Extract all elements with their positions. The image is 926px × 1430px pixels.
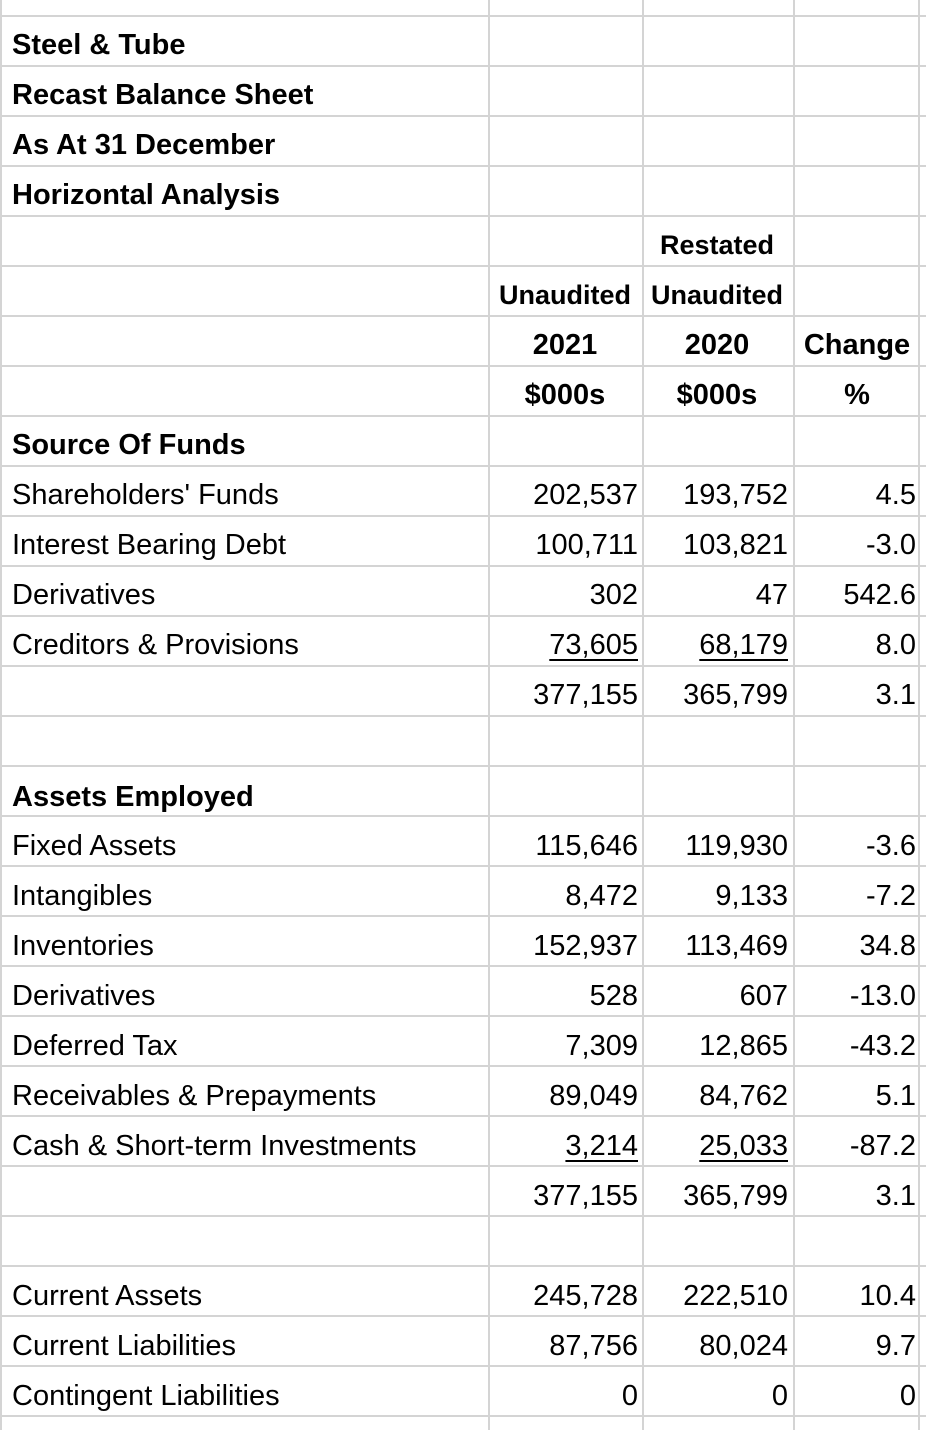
title-row [0,169,926,219]
table-row [0,1320,926,1370]
row-label: Deferred Tax [12,1030,178,1062]
unit-2020-header: $000s [676,379,758,411]
table-row [0,1270,926,1320]
value-change: 5.1 [875,1080,916,1112]
total-2021: 377,155 [533,679,638,711]
table-row [0,569,926,619]
table-row [0,469,926,519]
value-2021: 202,537 [533,479,638,511]
value-2020: 607 [739,980,788,1012]
value-2021: 89,049 [549,1080,638,1112]
value-2021: 528 [589,980,638,1012]
underlined-value: 68,179 [699,629,788,661]
row-label: Inventories [12,930,154,962]
value-2020: 119,930 [685,830,788,862]
section-heading-row [0,419,926,469]
title-row [0,119,926,169]
row-label: Derivatives [12,579,156,611]
value-change: 8.0 [875,629,916,661]
company-name: Steel & Tube [12,29,186,61]
sheet-date: As At 31 December [12,129,276,161]
value-2020: 47 [755,579,788,611]
row-label: Derivatives [12,980,156,1012]
source-of-funds-heading: Source Of Funds [12,429,246,461]
value-2020: 0 [771,1380,788,1412]
total-2020: 365,799 [683,679,788,711]
value-2021 [490,1120,640,1170]
value-2021: 87,756 [549,1330,638,1362]
value-2021: 100,711 [535,529,638,561]
value-change: 34.8 [859,930,916,962]
value-2020 [642,1120,792,1170]
underlined-value: 3,214 [565,1130,638,1162]
total-row [0,669,926,719]
value-2020: 84,762 [699,1080,788,1112]
row-label: Cash & Short-term Investments [12,1130,417,1162]
header-row [0,269,926,319]
title-row [0,19,926,69]
table-row [0,1120,926,1170]
underlined-value: 73,605 [549,629,638,661]
unit-change-header: % [844,379,870,411]
value-change: -7.2 [866,880,916,912]
table-row [0,1370,926,1420]
value-2020: 9,133 [715,880,788,912]
row-label: Intangibles [12,880,153,912]
value-2020: 222,510 [683,1280,788,1312]
row-label: Shareholders' Funds [12,479,279,511]
value-2021: 302 [589,579,638,611]
row-label: Contingent Liabilities [12,1380,280,1412]
row-label: Interest Bearing Debt [12,529,287,561]
analysis-type: Horizontal Analysis [12,179,281,211]
value-2021: 8,472 [565,880,638,912]
table-row [0,970,926,1020]
value-2021: 152,937 [533,930,638,962]
grid-line [0,765,926,767]
table-row [0,619,926,669]
unaudited-2020-header: Unaudited [651,280,783,310]
value-2021: 245,728 [533,1280,638,1312]
table-row [0,1020,926,1070]
value-2020: 12,865 [699,1030,788,1062]
grid-line [0,15,926,17]
value-change: 0 [899,1380,916,1412]
total-change: 3.1 [875,1180,916,1212]
row-label: Receivables & Prepayments [12,1080,377,1112]
row-label: Current Liabilities [12,1330,237,1362]
header-row [0,319,926,369]
value-change: 542.6 [843,579,916,611]
table-row [0,519,926,569]
total-2020: 365,799 [683,1180,788,1212]
header-row [0,369,926,419]
value-change: -43.2 [849,1030,916,1062]
value-2020: 113,469 [685,930,788,962]
table-row [0,820,926,870]
table-row [0,920,926,970]
value-2020 [642,619,792,669]
row-label: Fixed Assets [12,830,177,862]
sheet-title: Recast Balance Sheet [12,79,314,111]
assets-employed-heading: Assets Employed [12,781,254,813]
value-change: -13.0 [849,980,916,1012]
header-row [0,219,926,269]
value-2021: 115,646 [535,830,638,862]
unaudited-2021-header: Unaudited [499,280,631,310]
total-change: 3.1 [875,679,916,711]
value-2021: 0 [621,1380,638,1412]
grid-line [0,1265,926,1267]
total-row [0,1170,926,1220]
unit-2021-header: $000s [524,379,606,411]
value-2020: 193,752 [683,479,788,511]
value-2020: 103,821 [683,529,788,561]
value-change: 4.5 [875,479,916,511]
value-change: -87.2 [849,1130,916,1162]
row-label: Current Assets [12,1280,203,1312]
underlined-value: 25,033 [699,1130,788,1162]
table-row [0,1070,926,1120]
value-2021 [490,619,640,669]
row-label: Creditors & Provisions [12,629,299,661]
value-change: -3.0 [866,529,916,561]
year-2021-header: 2021 [532,329,598,361]
value-2020: 80,024 [699,1330,788,1362]
value-change: -3.6 [866,830,916,862]
year-2020-header: 2020 [684,329,750,361]
value-change: 9.7 [875,1330,916,1362]
value-2021: 7,309 [565,1030,638,1062]
change-header: Change [803,329,911,361]
section-heading-row [0,771,926,821]
value-change: 10.4 [859,1280,916,1312]
total-2021: 377,155 [533,1180,638,1212]
title-row [0,69,926,119]
table-row [0,870,926,920]
restated-header: Restated [659,230,775,260]
